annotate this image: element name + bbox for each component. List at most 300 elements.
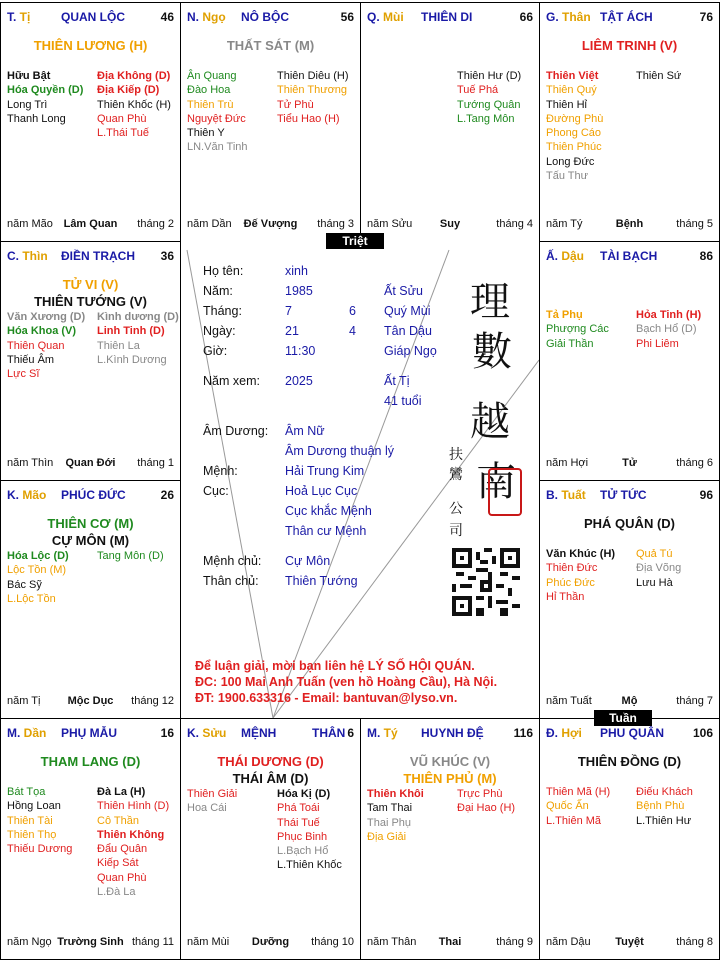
palace-stem: G. bbox=[546, 10, 563, 24]
month-lunar: 6 bbox=[349, 304, 356, 318]
than-cu-note: Thân cư Mệnh bbox=[285, 524, 367, 538]
minor-star: Quả Tú bbox=[636, 548, 673, 560]
minor-star: Thiên Quý bbox=[546, 84, 597, 97]
minor-star: Quốc Ấn bbox=[546, 800, 589, 813]
main-star: THÁI DƯƠNG (D) bbox=[217, 754, 324, 769]
minor-star: Thiên Thương bbox=[277, 84, 348, 97]
minor-star: L.Tang Môn bbox=[457, 112, 515, 125]
palace-house: ĐIỀN TRẠCH bbox=[61, 249, 135, 263]
minor-star: Trực Phù bbox=[457, 788, 503, 800]
palace-phase: Thai bbox=[438, 936, 462, 948]
minor-star: Phượng Các bbox=[546, 323, 609, 336]
palace-month: tháng 7 bbox=[676, 695, 713, 707]
main-star: THÁI ÂM (D) bbox=[232, 771, 309, 786]
main-star: THIÊN CƠ (M) bbox=[47, 516, 134, 531]
palace-house-than: THÂN bbox=[312, 726, 346, 740]
palace-stem: B. bbox=[546, 488, 562, 502]
minor-star: Thái Tuế bbox=[277, 816, 320, 829]
palace-header bbox=[7, 249, 174, 265]
palace-phase: Dưỡng bbox=[251, 936, 290, 948]
palace-phase: Tử bbox=[622, 457, 637, 469]
palace-year: năm Mùi bbox=[187, 936, 230, 948]
palace-footer bbox=[546, 695, 713, 709]
palace-stem: C. bbox=[7, 249, 23, 263]
minor-star: Thiên Giải bbox=[187, 788, 238, 800]
minor-star: Bệnh Phù bbox=[636, 800, 685, 813]
minor-star: Địa Võng bbox=[636, 562, 682, 575]
minor-stars-right bbox=[97, 69, 181, 140]
palace-house: HUYNH ĐỆ bbox=[421, 726, 484, 740]
palace-branch: Tý bbox=[383, 726, 398, 740]
palace-phase: Lâm Quan bbox=[63, 218, 118, 230]
day-label: Ngày: bbox=[203, 324, 236, 338]
palace-stem: K. bbox=[7, 488, 23, 502]
palace-year: năm Sửu bbox=[367, 218, 413, 230]
palace-phase: Quan Đới bbox=[65, 457, 116, 469]
menh-label: Mệnh: bbox=[203, 464, 238, 478]
palace-branch: Thìn bbox=[22, 249, 48, 263]
palace-year: năm Dậu bbox=[546, 936, 591, 948]
palace-year: năm Tuất bbox=[546, 695, 592, 707]
qr-code[interactable] bbox=[452, 548, 520, 616]
minor-star: Thiếu Dương bbox=[7, 843, 73, 856]
main-star: CỰ MÔN (M) bbox=[51, 533, 130, 548]
minor-star: Tướng Quân bbox=[457, 98, 521, 111]
minor-stars-left bbox=[546, 785, 632, 828]
view-year-label: Năm xem: bbox=[203, 374, 260, 388]
main-stars bbox=[1, 37, 180, 54]
palace-footer bbox=[187, 218, 354, 232]
main-star: THAM LANG (D) bbox=[40, 754, 141, 769]
palace-branch: Hợi bbox=[561, 726, 582, 740]
minor-star: Tử Phù bbox=[277, 98, 314, 111]
minor-stars-right bbox=[636, 785, 720, 828]
palace-footer bbox=[187, 936, 354, 950]
palace-footer bbox=[7, 936, 174, 950]
minor-stars-left bbox=[7, 785, 93, 856]
minor-star: Thiên Hình (D) bbox=[97, 800, 170, 813]
palace-phase: Mộ bbox=[621, 695, 638, 707]
palace-header bbox=[546, 488, 713, 504]
minor-star: Đà La (H) bbox=[97, 786, 146, 798]
palace-branch: Mão bbox=[22, 488, 47, 502]
main-stars bbox=[540, 753, 719, 770]
palace-footer bbox=[367, 218, 533, 232]
cuc-label: Cục: bbox=[203, 484, 229, 498]
minor-star: Thiên Y bbox=[187, 127, 225, 140]
main-stars bbox=[181, 753, 360, 787]
minor-stars-left bbox=[546, 308, 632, 351]
palace-year: năm Dần bbox=[187, 218, 232, 230]
minor-star: LN.Văn Tinh bbox=[187, 141, 248, 154]
main-star: THẤT SÁT (M) bbox=[226, 38, 315, 53]
minor-star: Thiên Không bbox=[97, 828, 165, 841]
seal-char-3: 公 bbox=[449, 501, 463, 517]
minor-star: Hóa Lộc (D) bbox=[7, 550, 69, 562]
minor-star: Thanh Long bbox=[7, 112, 66, 125]
minor-stars-right bbox=[277, 787, 361, 873]
palace-house: MỆNH bbox=[241, 726, 277, 740]
palace-stem: M. bbox=[367, 726, 384, 740]
minor-stars-left bbox=[7, 310, 93, 381]
minor-stars-left bbox=[546, 69, 632, 183]
minor-star: Đẩu Quân bbox=[97, 843, 148, 856]
amduong-note: Âm Dương thuận lý bbox=[285, 444, 394, 458]
palace-footer bbox=[546, 218, 713, 232]
palace-phase: Trường Sinh bbox=[57, 936, 124, 948]
palace-stem: Ấ. bbox=[546, 249, 562, 263]
minor-star: Long Đức bbox=[546, 155, 595, 168]
palace-house: NÔ BỘC bbox=[241, 10, 289, 24]
palace-header bbox=[187, 726, 354, 742]
palace-month: tháng 9 bbox=[496, 936, 533, 948]
palace-header bbox=[546, 726, 713, 742]
minor-stars-right bbox=[457, 69, 540, 126]
palace-age: 86 bbox=[699, 249, 713, 263]
minor-star: Thai Phụ bbox=[367, 816, 412, 829]
minor-stars-right bbox=[457, 787, 540, 816]
seal-stamp bbox=[488, 468, 522, 516]
palace-house: PHU QUÂN bbox=[600, 726, 665, 740]
menhchu-label: Mệnh chủ: bbox=[203, 554, 262, 568]
minor-stars-right bbox=[636, 69, 720, 83]
minor-star: Thiên Đức bbox=[546, 562, 598, 575]
palace-year: năm Tý bbox=[546, 218, 583, 230]
hour-label: Giờ: bbox=[203, 344, 228, 358]
palace-month: tháng 2 bbox=[137, 218, 174, 230]
palace-cell-ty[interactable] bbox=[0, 2, 181, 242]
minor-star: Hỏa Tinh (H) bbox=[636, 309, 702, 321]
palace-branch: Thân bbox=[562, 10, 591, 24]
palace-age: 46 bbox=[160, 10, 174, 24]
minor-star: Phong Cáo bbox=[546, 127, 602, 140]
palace-branch: Mùi bbox=[383, 10, 404, 24]
minor-star: Địa Không (D) bbox=[97, 70, 171, 82]
palace-branch: Sửu bbox=[202, 726, 227, 740]
minor-stars-left bbox=[187, 69, 273, 155]
month-value: 7 bbox=[285, 304, 292, 318]
minor-star: Cô Thần bbox=[97, 814, 139, 827]
year-value: 1985 bbox=[285, 284, 313, 298]
minor-star: Thiên La bbox=[97, 339, 140, 352]
main-stars bbox=[1, 276, 180, 310]
main-star: THIÊN LƯƠNG (H) bbox=[33, 38, 148, 53]
palace-year: năm Thân bbox=[367, 936, 417, 948]
palace-header bbox=[7, 488, 174, 504]
minor-star: Văn Khúc (H) bbox=[546, 548, 616, 560]
calligraphy-char-2: 數 bbox=[472, 329, 512, 375]
palace-month: tháng 3 bbox=[317, 218, 354, 230]
minor-star: Bát Tọa bbox=[7, 786, 46, 798]
palace-branch: Tuất bbox=[561, 488, 586, 502]
minor-star: Tam Thai bbox=[367, 802, 413, 815]
palace-age: 6 bbox=[347, 726, 354, 740]
palace-header bbox=[546, 10, 713, 26]
minor-star: Tấu Thư bbox=[546, 170, 589, 183]
minor-star: L.Thiên Khốc bbox=[277, 859, 342, 872]
palace-stem: Đ. bbox=[546, 726, 562, 740]
minor-star: Thiên Thọ bbox=[7, 828, 57, 841]
main-star: TỬ VI (V) bbox=[62, 277, 119, 292]
palace-age: 66 bbox=[519, 10, 533, 24]
palace-age: 116 bbox=[513, 726, 533, 740]
palace-age: 96 bbox=[699, 488, 713, 502]
minor-star: Thiên Tài bbox=[7, 814, 53, 827]
palace-branch: Dần bbox=[23, 726, 47, 740]
palace-age: 36 bbox=[160, 249, 174, 263]
palace-header bbox=[7, 10, 174, 26]
minor-star: L.Đà La bbox=[97, 886, 136, 899]
palace-branch: Dậu bbox=[561, 249, 585, 263]
minor-star: Phục Binh bbox=[277, 830, 328, 843]
minor-star: Lưu Hà bbox=[636, 576, 673, 589]
minor-star: Hoa Cái bbox=[187, 802, 227, 815]
palace-stem: Q. bbox=[367, 10, 384, 24]
hour-value: 11:30 bbox=[285, 344, 316, 358]
view-year-value: 2025 bbox=[285, 374, 313, 388]
palace-year: năm Mão bbox=[7, 218, 53, 230]
minor-star: Thiên Sứ bbox=[636, 70, 682, 82]
main-stars bbox=[1, 515, 180, 549]
minor-star: Thiên Việt bbox=[546, 70, 599, 82]
minor-star: Thiên Trù bbox=[187, 98, 234, 111]
palace-footer bbox=[7, 457, 174, 471]
main-star: THIÊN TƯỚNG (V) bbox=[34, 294, 147, 309]
minor-star: Tuế Phá bbox=[457, 84, 499, 97]
minor-star: Thiên Phúc bbox=[546, 141, 602, 154]
minor-star: Hóa Khoa (V) bbox=[7, 325, 77, 338]
palace-phase: Bệnh bbox=[615, 218, 644, 230]
month-label: Tháng: bbox=[203, 304, 242, 318]
minor-star: Hồng Loan bbox=[7, 800, 61, 813]
palace-cell-hoi[interactable] bbox=[539, 718, 720, 960]
palace-month: tháng 1 bbox=[137, 457, 174, 469]
minor-star: Lực Sĩ bbox=[7, 368, 40, 381]
palace-cell-dan[interactable] bbox=[0, 718, 181, 960]
minor-star: Hỉ Thần bbox=[546, 590, 585, 603]
day-lunar: 4 bbox=[349, 324, 356, 338]
tuan-tag: Tuần bbox=[594, 710, 652, 726]
minor-star: Thiên Diêu (H) bbox=[277, 70, 349, 82]
minor-stars-right bbox=[277, 69, 361, 126]
main-stars bbox=[361, 753, 539, 787]
year-canchi: Ất Sửu bbox=[384, 284, 423, 298]
minor-star: L.Thái Tuế bbox=[97, 127, 149, 140]
year-label: Năm: bbox=[203, 284, 233, 298]
palace-footer bbox=[7, 695, 174, 709]
palace-cell-ty2[interactable] bbox=[360, 718, 540, 960]
palace-stem: K. bbox=[187, 726, 203, 740]
palace-age: 106 bbox=[692, 726, 713, 740]
minor-star: Thiên Mã (H) bbox=[546, 786, 611, 798]
minor-stars-left bbox=[7, 69, 93, 126]
palace-stem: T. bbox=[7, 10, 20, 24]
palace-month: tháng 12 bbox=[131, 695, 174, 707]
palace-year: năm Ngọ bbox=[7, 936, 52, 948]
minor-stars-right bbox=[636, 547, 720, 590]
minor-star: Hóa Kị (D) bbox=[277, 788, 331, 800]
minor-star: L.Thiên Mã bbox=[546, 814, 602, 827]
palace-year: năm Thìn bbox=[7, 457, 54, 469]
minor-star: Phi Liêm bbox=[636, 337, 679, 350]
palace-cell-mui[interactable] bbox=[360, 2, 540, 242]
calligraphy-char-1: 理 bbox=[470, 279, 510, 325]
palace-header bbox=[7, 726, 174, 742]
calligraphy-char-3: 越 bbox=[470, 399, 510, 445]
minor-star: Địa Kiếp (D) bbox=[97, 84, 160, 97]
palace-month: tháng 6 bbox=[676, 457, 713, 469]
minor-star: Linh Tinh (D) bbox=[97, 325, 165, 338]
palace-age: 56 bbox=[340, 10, 354, 24]
palace-month: tháng 5 bbox=[676, 218, 713, 230]
palace-month: tháng 11 bbox=[131, 936, 174, 948]
thanchu-value: Thiên Tướng bbox=[285, 574, 358, 588]
minor-star: Hữu Bật bbox=[7, 70, 51, 82]
palace-cell-tuat[interactable] bbox=[539, 480, 720, 719]
palace-age: 26 bbox=[160, 488, 174, 502]
palace-stem: M. bbox=[7, 726, 24, 740]
palace-house: TẬT ÁCH bbox=[600, 10, 653, 24]
main-star: PHÁ QUÂN (D) bbox=[584, 516, 675, 531]
minor-star: Đào Hoa bbox=[187, 84, 231, 97]
view-year-canchi: Ất Tị bbox=[384, 374, 410, 388]
cuc-value: Hoả Lục Cục bbox=[285, 484, 358, 498]
thanchu-label: Thân chủ: bbox=[203, 574, 259, 588]
minor-star: L.Lộc Tồn bbox=[7, 592, 56, 605]
minor-star: Quan Phù bbox=[97, 871, 147, 884]
minor-star: L.Kình Dương bbox=[97, 353, 167, 366]
minor-star: Kình dương (D) bbox=[97, 311, 179, 323]
contact-line-2: ĐC: 100 Mai Anh Tuấn (ven hồ Hoàng Cầu), Hà Nội. bbox=[195, 675, 498, 689]
minor-stars-right bbox=[97, 549, 181, 563]
minor-star: L.Bạch Hổ bbox=[277, 845, 329, 858]
palace-header bbox=[187, 10, 354, 26]
name-label: Họ tên: bbox=[203, 264, 244, 278]
palace-house: TÀI BẠCH bbox=[600, 249, 658, 263]
minor-star: Long Trì bbox=[7, 98, 48, 111]
palace-cell-suu[interactable] bbox=[180, 718, 361, 960]
age-value: 41 tuổi bbox=[384, 394, 422, 408]
main-stars bbox=[540, 37, 719, 54]
seal-char-1: 扶 bbox=[449, 447, 463, 463]
palace-cell-ngo[interactable] bbox=[180, 2, 361, 242]
palace-month: tháng 10 bbox=[311, 936, 354, 948]
minor-star: Kiếp Sát bbox=[97, 857, 139, 870]
minor-star: Thiên Hỉ bbox=[546, 98, 587, 111]
palace-year: năm Tị bbox=[7, 695, 41, 707]
minor-star: Điếu Khách bbox=[636, 786, 693, 798]
amduong-label: Âm Dương: bbox=[203, 424, 269, 438]
minor-star: Bạch Hổ (D) bbox=[636, 323, 697, 336]
palace-header bbox=[367, 726, 533, 742]
palace-phase: Tuyệt bbox=[615, 936, 644, 948]
minor-star: Đại Hao (H) bbox=[457, 802, 516, 815]
palace-month: tháng 8 bbox=[676, 936, 713, 948]
palace-cell-mao[interactable] bbox=[0, 480, 181, 719]
palace-house: PHỤ MẪU bbox=[61, 726, 117, 740]
palace-age: 76 bbox=[699, 10, 713, 24]
palace-cell-thin[interactable] bbox=[0, 241, 181, 481]
palace-phase: Đế Vượng bbox=[243, 218, 298, 230]
minor-star: Tang Môn (D) bbox=[97, 550, 164, 562]
minor-star: Lộc Tồn (M) bbox=[7, 564, 67, 577]
minor-star: Nguyệt Đức bbox=[187, 112, 246, 125]
minor-stars-right bbox=[97, 310, 181, 367]
hour-canchi: Giáp Ngọ bbox=[384, 344, 437, 358]
palace-header bbox=[546, 249, 713, 265]
minor-stars-right bbox=[636, 308, 720, 351]
minor-stars-left bbox=[546, 547, 632, 604]
minor-star: Quan Phù bbox=[97, 112, 147, 125]
day-canchi: Tân Dậu bbox=[384, 324, 432, 338]
cuc-note: Cục khắc Mệnh bbox=[285, 504, 372, 518]
amduong-value: Âm Nữ bbox=[285, 424, 325, 438]
palace-branch: Tị bbox=[19, 10, 31, 24]
palace-cell-than[interactable] bbox=[539, 2, 720, 242]
palace-footer bbox=[367, 936, 533, 950]
palace-stem: N. bbox=[187, 10, 203, 24]
main-stars bbox=[181, 37, 360, 54]
contact-line-1: Để luận giải, mời bạn liên hệ LÝ SỐ HỘI QUÁN. bbox=[195, 659, 475, 673]
palace-phase: Mộc Dục bbox=[67, 695, 114, 707]
minor-star: Thiên Khôi bbox=[367, 788, 424, 800]
main-star: VŨ KHÚC (V) bbox=[409, 754, 491, 769]
palace-cell-dau[interactable] bbox=[539, 241, 720, 481]
minor-star: Thiên Hư (D) bbox=[457, 70, 522, 82]
menhchu-value: Cự Môn bbox=[285, 554, 331, 568]
minor-star: Đường Phù bbox=[546, 112, 604, 125]
menh-value: Hải Trung Kim bbox=[285, 464, 365, 478]
triet-tag: Triệt bbox=[326, 233, 384, 249]
palace-house: QUAN LỘC bbox=[61, 10, 125, 24]
seal-char-4: 司 bbox=[449, 523, 463, 539]
palace-branch: Ngọ bbox=[202, 10, 226, 24]
palace-phase: Suy bbox=[439, 218, 461, 230]
minor-stars-left bbox=[7, 549, 93, 606]
minor-star: Thiếu Âm bbox=[7, 353, 55, 366]
minor-star: Bác Sỹ bbox=[7, 578, 42, 591]
minor-star: Giải Thần bbox=[546, 337, 594, 350]
palace-house: TỬ TỨC bbox=[600, 488, 647, 502]
minor-star: L.Thiên Hư bbox=[636, 814, 692, 827]
minor-star: Địa Giải bbox=[367, 830, 407, 843]
minor-star: Thiên Khốc (H) bbox=[97, 98, 171, 111]
main-star: THIÊN PHỦ (M) bbox=[403, 771, 497, 786]
minor-star: Phá Toái bbox=[277, 802, 320, 815]
minor-stars-right bbox=[97, 785, 181, 899]
contact-line-3[interactable]: ĐT: 1900.633316 - Email: bantuvan@lyso.vn. bbox=[195, 691, 458, 705]
palace-header bbox=[367, 10, 533, 26]
main-star: THIÊN ĐỒNG (D) bbox=[577, 754, 682, 769]
calligraphy-char-4: 南 bbox=[476, 459, 516, 505]
minor-star: Thiên Quan bbox=[7, 339, 65, 352]
minor-star: Tả Phụ bbox=[546, 309, 583, 321]
name-value: xinh bbox=[285, 264, 308, 278]
main-stars bbox=[1, 753, 180, 770]
palace-house: THIÊN DI bbox=[421, 10, 473, 24]
palace-age: 16 bbox=[160, 726, 174, 740]
day-value: 21 bbox=[285, 324, 299, 338]
minor-star: Tiểu Hao (H) bbox=[277, 112, 340, 125]
month-canchi: Quý Mùi bbox=[384, 304, 431, 318]
palace-footer bbox=[546, 936, 713, 950]
minor-star: Văn Xương (D) bbox=[7, 311, 86, 323]
minor-stars-left bbox=[187, 787, 273, 816]
palace-year: năm Hợi bbox=[546, 457, 589, 469]
main-star: LIÊM TRINH (V) bbox=[581, 38, 678, 53]
minor-stars-left bbox=[367, 787, 453, 844]
minor-star: Hóa Quyền (D) bbox=[7, 84, 84, 97]
